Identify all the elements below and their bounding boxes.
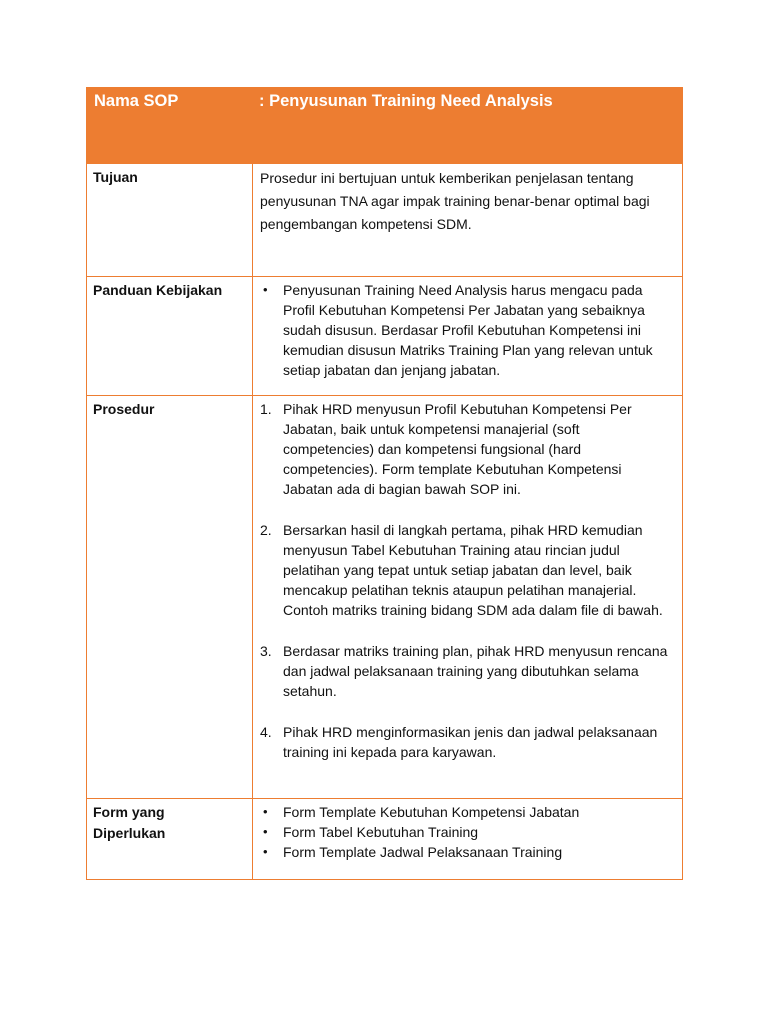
form-label — [87, 799, 252, 844]
panduan-row — [87, 277, 683, 396]
list-item — [260, 842, 674, 862]
form-label-line1: Form yang — [93, 804, 165, 820]
sop-title: : Penyusunan Training Need Analysis — [259, 92, 553, 110]
prosedur-label: Prosedur — [93, 401, 155, 417]
tujuan-text: Prosedur ini bertujuan untuk kemberikan penjelasan tentang penyusunan TNA agar impak training benar-benar optimal bagi pengembangan kompetensi SDM. — [260, 170, 650, 232]
header-label-cell — [87, 88, 253, 164]
form-content-cell — [253, 799, 683, 880]
step-text: Berdasar matriks training plan, pihak HRD menyusun rencana dan jadwal pelaksanaan training yang dibutuhkan selama setahun. — [283, 643, 668, 699]
form-row — [87, 799, 683, 880]
form-label-cell — [87, 799, 253, 880]
panduan-label-cell — [87, 277, 253, 396]
bullet-icon: • — [263, 824, 268, 839]
sop-header-row — [87, 88, 683, 164]
bullet-icon: • — [263, 804, 268, 819]
step-text: Bersarkan hasil di langkah pertama, pihak HRD kemudian menyusun Tabel Kebutuhan Training atau rincian judul pelatihan yang tepat untuk setiap jabatan dan level, baik mencakup pelatihan teknis ataupun pelatihan manajerial. Contoh matriks training bidang SDM ada dalam file di bawah. — [283, 522, 663, 618]
tujuan-label: Tujuan — [93, 169, 138, 185]
list-item — [260, 802, 674, 822]
list-item-text: Form Template Kebutuhan Kompetensi Jabatan — [283, 804, 580, 820]
step-number: 1. — [260, 401, 272, 417]
procedure-step — [260, 722, 674, 762]
step-number: 3. — [260, 643, 272, 659]
list-item-text: Form Tabel Kebutuhan Training — [283, 824, 479, 840]
form-list — [260, 802, 674, 862]
panduan-label: Panduan Kebijakan — [93, 282, 223, 298]
step-text: Pihak HRD menyusun Profil Kebutuhan Kompetensi Per Jabatan, baik untuk kompetensi manajerial (soft competencies) dan kompetensi fungsional (hard competencies). Form template Kebutuhan Kompetensi Jabatan ada di bagian bawah SOP ini. — [283, 401, 632, 497]
prosedur-label-cell — [87, 396, 253, 799]
step-number: 4. — [260, 724, 272, 740]
sop-table — [86, 87, 683, 880]
list-item — [260, 822, 674, 842]
panduan-list — [260, 280, 674, 380]
header-label: Nama SOP — [94, 92, 179, 110]
step-number: 2. — [260, 522, 272, 538]
form-label-line2: Diperlukan — [93, 825, 166, 841]
tujuan-content-cell — [253, 164, 683, 277]
procedure-step — [260, 399, 674, 499]
bullet-icon: • — [263, 844, 268, 859]
prosedur-content-cell — [253, 396, 683, 799]
tujuan-row — [87, 164, 683, 277]
list-item-text: Form Template Jadwal Pelaksanaan Training — [283, 844, 563, 860]
step-text: Pihak HRD menginformasikan jenis dan jadwal pelaksanaan training ini kepada para karyawan. — [283, 724, 658, 760]
header-value-cell — [253, 88, 683, 164]
tujuan-label-cell — [87, 164, 253, 277]
procedure-step — [260, 641, 674, 701]
prosedur-row — [87, 396, 683, 799]
list-item-text: Penyusunan Training Need Analysis harus mengacu pada Profil Kebutuhan Kompetensi Per Jabatan yang sebaiknya sudah disusun. Berdasar Profil Kebutuhan Kompetensi ini kemudian disusun Matriks Training Plan yang relevan untuk setiap jabatan dan jenjang jabatan. — [283, 282, 653, 378]
list-item — [260, 280, 674, 380]
prosedur-steps — [260, 399, 674, 762]
panduan-content-cell — [253, 277, 683, 396]
bullet-icon: • — [263, 282, 268, 297]
procedure-step — [260, 520, 674, 620]
